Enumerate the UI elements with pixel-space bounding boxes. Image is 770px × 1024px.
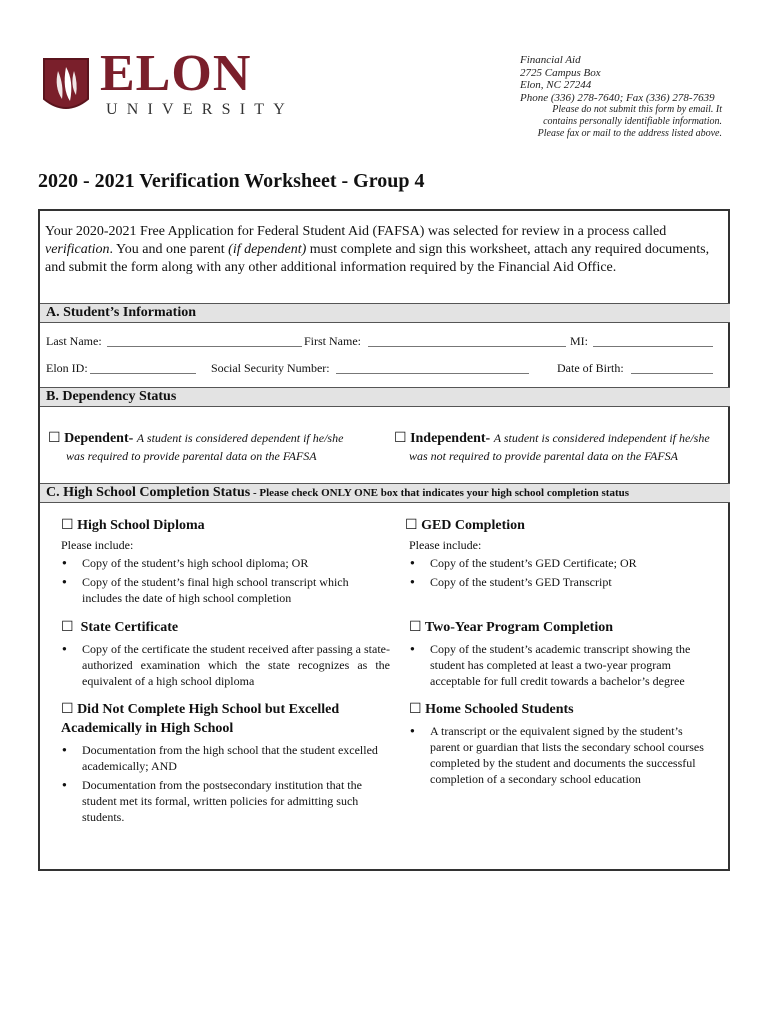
dob-field[interactable]: [631, 362, 713, 374]
two-year-heading: Two-Year Program Completion: [424, 620, 614, 635]
dependent-note-2: was required to provide parental data on the FAFSA: [66, 449, 317, 463]
did-not-complete-heading-2: Academically in High School: [61, 721, 234, 736]
ged-include: Please include:: [409, 538, 482, 552]
diploma-checkbox[interactable]: ☐: [61, 518, 74, 533]
ssn-label: Social Security Number:: [211, 361, 330, 375]
section-b-header: B. Dependency Status: [40, 387, 730, 407]
ssn-field[interactable]: [336, 362, 529, 374]
did-not-complete-checkbox[interactable]: ☐: [61, 702, 74, 717]
state-checkbox[interactable]: ☐: [61, 620, 74, 635]
page-title: 2020 - 2021 Verification Worksheet - Group 4: [38, 170, 425, 192]
home-schooled-option[interactable]: [409, 701, 574, 719]
intro-part-4: and submit the form along with any other additional information required by the Financial Aid Office.: [45, 260, 617, 275]
home-schooled-checkbox[interactable]: ☐: [409, 702, 422, 717]
contact-phone: Phone (336) 278-7640; Fax (336) 278-7639: [520, 91, 715, 104]
state-option[interactable]: [61, 619, 178, 637]
dependent-note-1: A student is considered dependent if he/she: [136, 431, 344, 445]
intro-part-1: Your 2020-2021 Free Application for Federal Student Aid (FAFSA) was selected for review in a process called: [45, 224, 667, 239]
diploma-include: Please include:: [61, 538, 134, 552]
diploma-option[interactable]: [61, 517, 205, 535]
section-c-title: C. High School Completion Status: [46, 485, 251, 500]
list-item: ● Documentation from the high school that the student excelled academically; AND: [60, 742, 385, 774]
list-item: ● Copy of the student’s GED Transcript: [408, 574, 718, 590]
independent-checkbox[interactable]: ☐: [394, 431, 407, 446]
list-item: ● Documentation from the postsecondary institution that the student met its formal, written policies for admitting such students.: [60, 777, 385, 825]
contact-note-1: Please do not submit this form by email. It: [552, 104, 722, 115]
list-item: ● Copy of the student’s GED Certificate; OR: [408, 555, 718, 571]
dob-label: Date of Birth:: [557, 361, 624, 375]
dependent-label: Dependent-: [64, 431, 134, 446]
ged-list: [408, 555, 718, 593]
did-not-complete-option[interactable]: [61, 701, 339, 719]
two-year-checkbox[interactable]: ☐: [409, 620, 422, 635]
ged-option[interactable]: [405, 517, 525, 535]
did-not-complete-list: [60, 742, 385, 828]
ged-heading: GED Completion: [421, 518, 525, 533]
independent-label: Independent-: [410, 431, 491, 446]
intro-if-dependent: (if dependent): [228, 242, 307, 257]
list-item: ● Copy of the student’s high school diploma; OR: [60, 555, 380, 571]
list-item: ● A transcript or the equivalent signed by the student’s parent or guardian that lists the secondary school courses completed by the student and documents the successful completion of a secondary school education: [408, 723, 713, 787]
elon-id-field[interactable]: [90, 362, 196, 374]
independent-option[interactable]: [394, 430, 710, 448]
ged-checkbox[interactable]: ☐: [405, 518, 418, 533]
contact-street: 2725 Campus Box: [520, 66, 601, 79]
last-name-field[interactable]: [107, 335, 302, 347]
section-c-subtitle: - Please check ONLY ONE box that indicates your high school completion status: [250, 487, 630, 499]
contact-note-3: Please fax or mail to the address listed above.: [537, 128, 722, 139]
did-not-complete-heading-1: Did Not Complete High School but Excelled: [77, 702, 340, 717]
independent-note-1: A student is considered independent if he/she: [493, 431, 710, 445]
state-heading: State Certificate: [80, 620, 179, 635]
elon-id-label: Elon ID:: [46, 361, 88, 375]
two-year-list: [408, 641, 708, 692]
list-item: ● Copy of the certificate the student received after passing a state-authorized examination which the state recognizes as the equivalent of a high school diploma: [60, 641, 390, 689]
diploma-list: [60, 555, 380, 609]
diploma-heading: High School Diploma: [77, 518, 205, 533]
home-schooled-heading: Home Schooled Students: [425, 702, 574, 717]
contact-note-2: contains personally identifiable information.: [543, 116, 722, 127]
list-item: ● Copy of the student’s final high school transcript which includes the date of high school completion: [60, 574, 380, 606]
dependent-checkbox[interactable]: ☐: [48, 431, 61, 446]
intro-verification: verification: [45, 242, 110, 257]
section-c-header: [40, 483, 730, 503]
independent-note-2: was not required to provide parental data on the FAFSA: [409, 449, 678, 463]
last-name-label: Last Name:: [46, 334, 102, 348]
first-name-field[interactable]: [368, 335, 566, 347]
two-year-option[interactable]: [409, 619, 613, 637]
list-item: ● Copy of the student’s academic transcript showing the student has completed at least a two-year program acceptable for full credit towards a bachelor’s degree: [408, 641, 708, 689]
intro-part-2: . You and one parent: [109, 242, 229, 257]
elon-shield-logo-icon: [40, 55, 92, 119]
mi-field[interactable]: [593, 335, 713, 347]
state-list: [60, 641, 390, 692]
logo-wordmark: ELON: [100, 45, 252, 102]
contact-dept: Financial Aid: [520, 54, 581, 66]
contact-block: [460, 54, 722, 140]
mi-label: MI:: [570, 334, 588, 348]
first-name-label: First Name:: [304, 334, 361, 348]
dependent-option[interactable]: [48, 430, 343, 448]
contact-city: Elon, NC 27244: [520, 79, 592, 91]
section-a-header: A. Student’s Information: [40, 303, 730, 323]
intro-paragraph: [45, 223, 725, 277]
logo-subtitle: UNIVERSITY: [106, 101, 294, 118]
intro-part-3: must complete and sign this worksheet, attach any required documents,: [306, 242, 710, 257]
home-schooled-list: [408, 723, 713, 790]
